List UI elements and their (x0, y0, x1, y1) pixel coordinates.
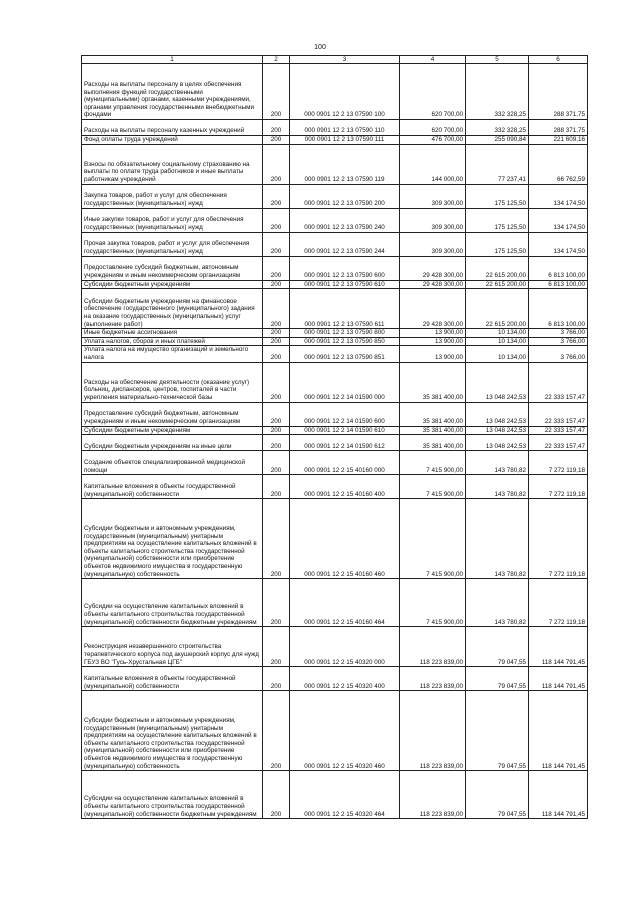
cell-unexecuted-amount: 6 813 100,00 (529, 256, 588, 280)
cell-expense-name: Субсидии бюджетным и автономным учреждениям, государственным (муниципальным) унитарным предприятиям на осуществление капитальных вложений в объекты капитального строительства государственной (муниципальной) собственности или приобретение объектов недвижимого имущества в государственную (муниципальную) собственность (82, 499, 263, 579)
cell-classification-code: 000 0901 12 2 15 40160 000 (290, 451, 400, 475)
cell-approved-amount: 620 700,00 (400, 64, 466, 120)
cell-classification-code: 000 0901 12 2 13 07590 100 (290, 64, 400, 120)
cell-line-code: 200 (263, 64, 290, 120)
cell-executed-amount: 255 090,84 (466, 136, 529, 145)
cell-unexecuted-amount: 66 762,59 (529, 144, 588, 184)
cell-executed-amount: 143 780,82 (466, 451, 529, 475)
cell-expense-name: Субсидии бюджетным учреждениям на финансовое обеспечение государственного (муниципального) задания на оказание государственных (муниципальных) услуг (выполнение работ) (82, 289, 263, 329)
cell-line-code: 200 (263, 579, 290, 627)
cell-classification-code: 000 0901 12 2 15 40320 000 (290, 627, 400, 667)
cell-unexecuted-amount: 22 333 157,47 (529, 362, 588, 402)
cell-line-code: 200 (263, 499, 290, 579)
cell-line-code: 200 (263, 280, 290, 289)
cell-classification-code: 000 0901 12 2 13 07590 600 (290, 256, 400, 280)
cell-classification-code: 000 0901 12 2 15 40320 400 (290, 667, 400, 691)
cell-approved-amount: 13 900,00 (400, 346, 466, 362)
table-row (82, 346, 588, 362)
cell-executed-amount: 13 048 242,53 (466, 402, 529, 426)
budget-execution-table (81, 55, 588, 819)
cell-line-code: 200 (263, 475, 290, 499)
cell-unexecuted-amount: 134 174,50 (529, 184, 588, 208)
cell-unexecuted-amount: 288 371,75 (529, 64, 588, 120)
cell-line-code: 200 (263, 208, 290, 232)
cell-unexecuted-amount: 7 272 119,18 (529, 451, 588, 475)
cell-approved-amount: 35 381 400,00 (400, 426, 466, 435)
cell-line-code: 200 (263, 346, 290, 362)
cell-classification-code: 000 0901 12 2 14 01590 600 (290, 402, 400, 426)
cell-expense-name: Взносы по обязательному социальному страхованию на выплаты по оплате труда работников и иные выплаты работникам учреждений (82, 144, 263, 184)
cell-expense-name: Иные бюджетные ассигнования (82, 329, 263, 338)
cell-line-code: 200 (263, 451, 290, 475)
cell-line-code: 200 (263, 426, 290, 435)
cell-executed-amount: 332 328,25 (466, 64, 529, 120)
column-header: 2 (263, 56, 290, 64)
cell-executed-amount: 79 047,55 (466, 627, 529, 667)
cell-executed-amount: 13 048 242,53 (466, 426, 529, 435)
table-row (82, 579, 588, 627)
cell-classification-code: 000 0901 12 2 14 01590 612 (290, 435, 400, 451)
table-row (82, 667, 588, 691)
cell-line-code: 200 (263, 627, 290, 667)
cell-approved-amount: 118 223 839,00 (400, 627, 466, 667)
cell-line-code: 200 (263, 362, 290, 402)
cell-approved-amount: 7 415 900,00 (400, 499, 466, 579)
table-row (82, 280, 588, 289)
cell-unexecuted-amount: 118 144 791,45 (529, 627, 588, 667)
table-row (82, 184, 588, 208)
cell-line-code: 200 (263, 232, 290, 256)
cell-executed-amount: 143 780,82 (466, 475, 529, 499)
cell-unexecuted-amount: 6 813 100,00 (529, 280, 588, 289)
cell-approved-amount: 35 381 400,00 (400, 362, 466, 402)
cell-classification-code: 000 0901 12 2 15 40320 464 (290, 771, 400, 819)
cell-expense-name: Субсидии на осуществление капитальных вложений в объекты капитального строительства государственной (муниципальной) собственности бюджетным учреждениям (82, 771, 263, 819)
table-row (82, 120, 588, 136)
cell-approved-amount: 35 381 400,00 (400, 435, 466, 451)
cell-expense-name: Иные закупки товаров, работ и услуг для обеспечения государственных (муниципальных) нужд (82, 208, 263, 232)
cell-approved-amount: 144 000,00 (400, 144, 466, 184)
cell-classification-code: 000 0901 12 2 14 01590 000 (290, 362, 400, 402)
cell-approved-amount: 118 223 839,00 (400, 771, 466, 819)
cell-executed-amount: 10 134,00 (466, 346, 529, 362)
cell-line-code: 200 (263, 136, 290, 145)
cell-expense-name: Уплата налога на имущество организаций и земельного налога (82, 346, 263, 362)
column-header: 5 (466, 56, 529, 64)
cell-expense-name: Расходы на выплаты персоналу в целях обеспечения выполнения функций государственными (муниципальными) органами, казенными учреждениями, органами управления государственными внебюджетными фондами (82, 64, 263, 120)
cell-unexecuted-amount: 3 766,00 (529, 337, 588, 346)
cell-expense-name: Создание объектов специализированной медицинской помощи (82, 451, 263, 475)
cell-expense-name: Расходы на обеспечение деятельности (оказание услуг) больниц, диспансеров, центров, госпиталей в части укрепления материально-технической базы (82, 362, 263, 402)
page-number: 100 (314, 44, 326, 51)
cell-classification-code: 000 0901 12 2 14 01590 610 (290, 426, 400, 435)
cell-approved-amount: 309 300,00 (400, 184, 466, 208)
cell-executed-amount: 10 134,00 (466, 329, 529, 338)
cell-line-code: 200 (263, 667, 290, 691)
cell-executed-amount: 175 125,50 (466, 184, 529, 208)
table-row (82, 64, 588, 120)
table-row (82, 499, 588, 579)
column-header: 4 (400, 56, 466, 64)
table-row (82, 362, 588, 402)
cell-line-code: 200 (263, 256, 290, 280)
table-row (82, 426, 588, 435)
cell-line-code: 200 (263, 289, 290, 329)
table-row (82, 136, 588, 145)
cell-approved-amount: 13 900,00 (400, 337, 466, 346)
cell-approved-amount: 29 428 300,00 (400, 256, 466, 280)
cell-classification-code: 000 0901 12 2 13 07590 611 (290, 289, 400, 329)
cell-unexecuted-amount: 3 766,00 (529, 329, 588, 338)
cell-executed-amount: 143 780,82 (466, 499, 529, 579)
cell-unexecuted-amount: 7 272 119,18 (529, 579, 588, 627)
cell-line-code: 200 (263, 691, 290, 771)
cell-approved-amount: 13 900,00 (400, 329, 466, 338)
table-row (82, 232, 588, 256)
cell-executed-amount: 13 048 242,53 (466, 362, 529, 402)
cell-approved-amount: 29 428 300,00 (400, 280, 466, 289)
cell-expense-name: Субсидии бюджетным и автономным учреждениям, государственным (муниципальным) унитарным предприятиям на осуществление капитальных вложений в объекты капитального строительства государственной (муниципальной) собственности или приобретение объектов недвижимого имущества в государственную (муниципальную) собственность (82, 691, 263, 771)
cell-executed-amount: 143 780,82 (466, 579, 529, 627)
cell-executed-amount: 10 134,00 (466, 337, 529, 346)
table-row (82, 144, 588, 184)
cell-executed-amount: 22 615 200,00 (466, 256, 529, 280)
cell-line-code: 200 (263, 144, 290, 184)
cell-executed-amount: 175 125,50 (466, 208, 529, 232)
table-row (82, 435, 588, 451)
cell-executed-amount: 22 615 200,00 (466, 289, 529, 329)
table-row (82, 289, 588, 329)
cell-unexecuted-amount: 6 813 100,00 (529, 289, 588, 329)
cell-approved-amount: 35 381 400,00 (400, 402, 466, 426)
cell-unexecuted-amount: 288 371,75 (529, 120, 588, 136)
cell-unexecuted-amount: 118 144 791,45 (529, 691, 588, 771)
column-header: 1 (82, 56, 263, 64)
cell-executed-amount: 77 237,41 (466, 144, 529, 184)
cell-unexecuted-amount: 7 272 119,18 (529, 475, 588, 499)
table-row (82, 329, 588, 338)
cell-approved-amount: 309 300,00 (400, 208, 466, 232)
cell-executed-amount: 79 047,55 (466, 691, 529, 771)
cell-classification-code: 000 0901 12 2 15 40160 460 (290, 499, 400, 579)
cell-unexecuted-amount: 134 174,50 (529, 208, 588, 232)
cell-line-code: 200 (263, 337, 290, 346)
cell-unexecuted-amount: 118 144 791,45 (529, 771, 588, 819)
table-row (82, 771, 588, 819)
cell-unexecuted-amount: 118 144 791,45 (529, 667, 588, 691)
cell-expense-name: Уплата налогов, сборов и иных платежей (82, 337, 263, 346)
table-row (82, 475, 588, 499)
table-body (82, 64, 588, 819)
cell-line-code: 200 (263, 435, 290, 451)
cell-line-code: 200 (263, 402, 290, 426)
cell-classification-code: 000 0901 12 2 13 07590 244 (290, 232, 400, 256)
cell-unexecuted-amount: 7 272 119,18 (529, 499, 588, 579)
cell-classification-code: 000 0901 12 2 13 07590 111 (290, 136, 400, 145)
cell-expense-name: Капитальные вложения в объекты государственной (муниципальной) собственности (82, 667, 263, 691)
cell-unexecuted-amount: 22 333 157,47 (529, 402, 588, 426)
cell-expense-name: Субсидии бюджетным учреждениям на иные цели (82, 435, 263, 451)
cell-classification-code: 000 0901 12 2 15 40160 464 (290, 579, 400, 627)
cell-executed-amount: 13 048 242,53 (466, 435, 529, 451)
column-header: 3 (290, 56, 400, 64)
cell-expense-name: Прочая закупка товаров, работ и услуг для обеспечения государственных (муниципальных) нужд (82, 232, 263, 256)
cell-classification-code: 000 0901 12 2 13 07590 110 (290, 120, 400, 136)
cell-unexecuted-amount: 3 766,00 (529, 346, 588, 362)
cell-expense-name: Субсидии на осуществление капитальных вложений в объекты капитального строительства государственной (муниципальной) собственности бюджетным учреждениям (82, 579, 263, 627)
cell-unexecuted-amount: 221 609,16 (529, 136, 588, 145)
table-row (82, 627, 588, 667)
cell-expense-name: Субсидии бюджетным учреждениям (82, 426, 263, 435)
cell-line-code: 200 (263, 329, 290, 338)
cell-classification-code: 000 0901 12 2 13 07590 200 (290, 184, 400, 208)
cell-unexecuted-amount: 22 333 157,47 (529, 435, 588, 451)
cell-approved-amount: 7 415 900,00 (400, 451, 466, 475)
cell-expense-name: Реконструкция незавершенного строительства терапевтического корпуса под акушерский корпус для нужд ГБУЗ ВО "Гусь-Хрустальная ЦГБ" (82, 627, 263, 667)
cell-expense-name: Предоставление субсидий бюджетным, автономным учреждениям и иным некоммерческим организациям (82, 256, 263, 280)
cell-expense-name: Субсидии бюджетным учреждениям (82, 280, 263, 289)
cell-executed-amount: 332 328,25 (466, 120, 529, 136)
cell-executed-amount: 175 125,50 (466, 232, 529, 256)
cell-executed-amount: 79 047,55 (466, 667, 529, 691)
cell-approved-amount: 476 700,00 (400, 136, 466, 145)
cell-approved-amount: 7 415 900,00 (400, 579, 466, 627)
table-row (82, 451, 588, 475)
cell-line-code: 200 (263, 120, 290, 136)
table-row (82, 402, 588, 426)
cell-approved-amount: 620 700,00 (400, 120, 466, 136)
cell-classification-code: 000 0901 12 2 13 07590 851 (290, 346, 400, 362)
cell-expense-name: Закупка товаров, работ и услуг для обеспечения государственных (муниципальных) нужд (82, 184, 263, 208)
cell-line-code: 200 (263, 184, 290, 208)
cell-approved-amount: 309 300,00 (400, 232, 466, 256)
cell-approved-amount: 29 428 300,00 (400, 289, 466, 329)
cell-classification-code: 000 0901 12 2 15 40160 400 (290, 475, 400, 499)
table-row (82, 208, 588, 232)
cell-classification-code: 000 0901 12 2 13 07590 240 (290, 208, 400, 232)
cell-classification-code: 000 0901 12 2 13 07590 610 (290, 280, 400, 289)
cell-approved-amount: 7 415 900,00 (400, 475, 466, 499)
cell-executed-amount: 79 047,55 (466, 771, 529, 819)
cell-line-code: 200 (263, 771, 290, 819)
table-row (82, 256, 588, 280)
table-row (82, 337, 588, 346)
column-header: 6 (529, 56, 588, 64)
table-header-row (82, 56, 588, 64)
cell-expense-name: Расходы на выплаты персоналу казенных учреждений (82, 120, 263, 136)
cell-expense-name: Капитальные вложения в объекты государственной (муниципальной) собственности (82, 475, 263, 499)
cell-expense-name: Фонд оплаты труда учреждений (82, 136, 263, 145)
cell-unexecuted-amount: 134 174,50 (529, 232, 588, 256)
cell-classification-code: 000 0901 12 2 15 40320 460 (290, 691, 400, 771)
cell-classification-code: 000 0901 12 2 13 07590 119 (290, 144, 400, 184)
cell-approved-amount: 118 223 839,00 (400, 691, 466, 771)
cell-approved-amount: 118 223 839,00 (400, 667, 466, 691)
cell-executed-amount: 22 615 200,00 (466, 280, 529, 289)
cell-classification-code: 000 0901 12 2 13 07590 850 (290, 337, 400, 346)
cell-classification-code: 000 0901 12 2 13 07590 800 (290, 329, 400, 338)
cell-unexecuted-amount: 22 333 157,47 (529, 426, 588, 435)
cell-expense-name: Предоставление субсидий бюджетным, автономным учреждениям и иным некоммерческим организациям (82, 402, 263, 426)
table-row (82, 691, 588, 771)
